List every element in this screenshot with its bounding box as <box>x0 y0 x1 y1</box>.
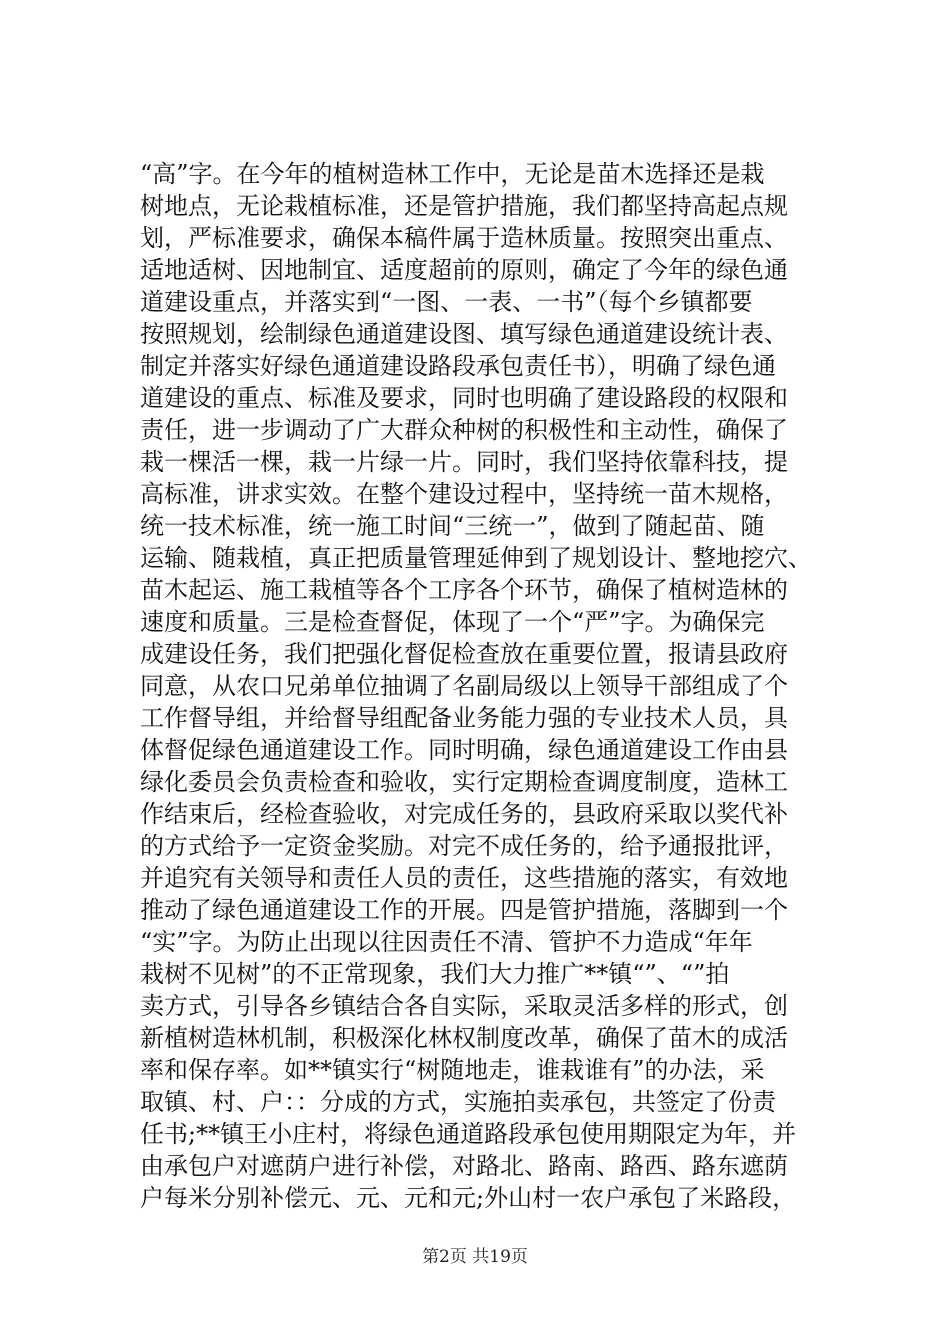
text-line: 的方式给予一定资金奖励。对完不成任务的，给予通报批评， <box>140 832 788 860</box>
text-line: 率和保存率。如**镇实行“树随地走，谁栽谁有”的办法，采 <box>140 1056 765 1084</box>
text-line: 卖方式，引导各乡镇结合各自实际，采取灵活多样的形式，创 <box>140 992 788 1020</box>
text-line: 体督促绿色通道建设工作。同时明确，绿色通道建设工作由县 <box>140 736 788 764</box>
text-line: 道建设重点，并落实到“一图、一表、一书”（每个乡镇都要 <box>140 288 753 316</box>
text-line: 作结束后，经检查验收，对完成任务的，县政府采取以奖代补 <box>140 800 788 828</box>
body-text <box>140 158 840 1214</box>
text-line: 速度和质量。三是检查督促，体现了一个“严”字。为确保完 <box>140 608 765 636</box>
text-line: 新植树造林机制，积极深化林权制度改革，确保了苗木的成活 <box>140 1024 788 1052</box>
text-line: 任书;**镇王小庄村，将绿色通道路段承包使用期限定为年，并 <box>140 1120 797 1148</box>
text-line: 由承包户对遮荫户进行补偿，对路北、路南、路西、路东遮荫 <box>140 1152 788 1180</box>
text-line: “高”字。在今年的植树造林工作中，无论是苗木选择还是栽 <box>140 160 765 188</box>
text-line: 树地点，无论栽植标准，还是管护措施，我们都坚持高起点规 <box>140 192 788 220</box>
text-line: “实”字。为防止出现以往因责任不清、管护不力造成“年年 <box>140 928 753 956</box>
text-line: 工作督导组，并给督导组配备业务能力强的专业技术人员，具 <box>140 704 788 732</box>
text-line: 高标准，讲求实效。在整个建设过程中，坚持统一苗木规格， <box>140 480 788 508</box>
text-line: 并追究有关领导和责任人员的责任，这些措施的落实，有效地 <box>140 864 788 892</box>
text-line: 取镇、村、户：：分成的方式，实施拍卖承包，共签定了份责 <box>140 1088 776 1116</box>
text-line: 栽一棵活一棵，栽一片绿一片。同时，我们坚持依靠科技，提 <box>140 448 788 476</box>
page-number-footer: 第2页 共19页 <box>422 1247 528 1267</box>
text-line: 制定并落实好绿色通道建设路段承包责任书），明确了绿色通 <box>140 352 776 380</box>
text-line: 道建设的重点、标准及要求，同时也明确了建设路段的权限和 <box>140 384 788 412</box>
text-line: 适地适树、因地制宜、适度超前的原则，确定了今年的绿色通 <box>140 256 788 284</box>
text-line: 推动了绿色通道建设工作的开展。四是管护措施，落脚到一个 <box>140 896 788 924</box>
text-line: 统一技术标准，统一施工时间“三统一”，做到了随起苗、随 <box>140 512 765 540</box>
text-line: 划，严标准要求，确保本稿件属于造林质量。按照突出重点、 <box>140 224 788 252</box>
text-line: 苗木起运、施工栽植等各个工序各个环节，确保了植树造林的 <box>140 576 788 604</box>
text-line: 户每米分别补偿元、元、元和元;外山村一农户承包了米路段， <box>140 1184 797 1212</box>
text-line: 运输、随栽植，真正把质量管理延伸到了规划设计、整地挖穴、 <box>140 544 812 572</box>
text-line: 成建设任务，我们把强化督促检查放在重要位置，报请县政府 <box>140 640 788 668</box>
text-line: 按照规划，绘制绿色通道建设图、填写绿色通道建设统计表、 <box>140 320 788 348</box>
text-line: 责任，进一步调动了广大群众种树的积极性和主动性，确保了 <box>140 416 788 444</box>
text-line: 栽树不见树”的不正常现象，我们大力推广**镇“”、“”拍 <box>140 960 730 988</box>
text-line: 绿化委员会负责检查和验收，实行定期检查调度制度，造林工 <box>140 768 788 796</box>
text-line: 同意，从农口兄弟单位抽调了名副局级以上领导干部组成了个 <box>140 672 788 700</box>
